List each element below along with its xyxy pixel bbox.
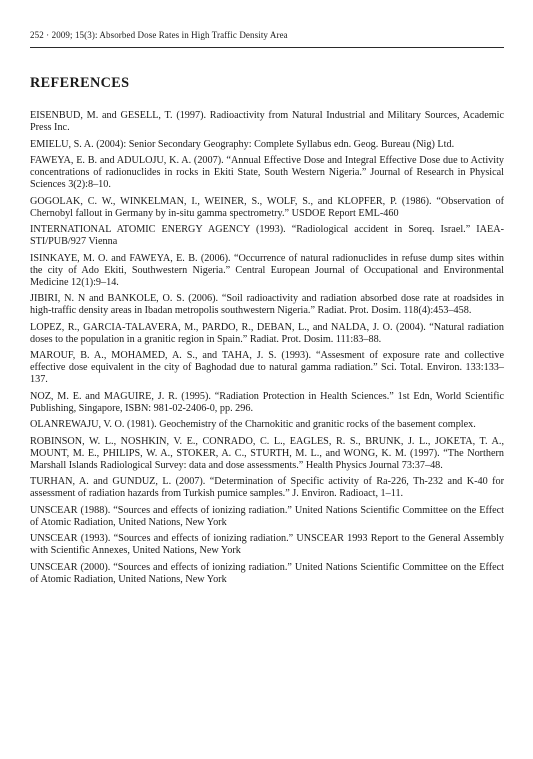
reference-item: MAROUF, B. A., MOHAMED, A. S., and TAHA, J. S. (1993). “Assesment of exposure rate and collective effective dose equivalent in the city of Baghodad due to natural gamma radiation.” Sci. Total. Environ. 133:133–137.: [30, 350, 504, 385]
reference-item: ROBINSON, W. L., NOSHKIN, V. E., CONRADO, C. L., EAGLES, R. S., BRUNK, J. L., JOKETA, T. A., MOUNT, M. E., PHILIPS, W. A., STOKER, A. C., STURTH, M. L., and WONG, K. M. (1997). “The Northern Marshall Islands Radiological Survey: data and dose assessments.” Health Physics Journal 73:37–48.: [30, 435, 504, 471]
reference-item: INTERNATIONAL ATOMIC ENERGY AGENCY (1993). “Radiological accident in Soreq. Israel.” IAEA-STI/PUB/927 Vienna: [30, 224, 504, 247]
reference-item: GOGOLAK, C. W., WINKELMAN, I., WEINER, S., WOLF, S., and KLOPFER, P. (1986). “Observation of Chernobyl fallout in Germany by in-situ gamma spectrometry.” USDOE Report EML-460: [30, 195, 504, 219]
reference-item: NOZ, M. E. and MAGUIRE, J. R. (1995). “Radiation Protection in Health Sciences.” 1st Edn, World Scientific Publishing, Singapore, ISBN: 981-02-2406-0, pp. 296.: [30, 390, 504, 414]
section-title: REFERENCES: [30, 75, 130, 91]
reference-item: FAWEYA, E. B. and ADULOJU, K. A. (2007). “Annual Effective Dose and Integral Effective Dose due to Activity concentrations of radionuclides in rocks in Ekiti State, South Western Nigeria.” Journal of Research in Physical Sciences 3(2):8–10.: [30, 155, 504, 190]
reference-item: UNSCEAR (1993). “Sources and effects of ionizing radiation.” UNSCEAR 1993 Report to the General Assembly with Scientific Annexes, United Nations, New York: [30, 533, 504, 556]
running-header: 252 · 2009; 15(3): Absorbed Dose Rates in High Traffic Density Area: [30, 30, 288, 40]
reference-item: UNSCEAR (2000). “Sources and effects of ionizing radiation.” United Nations Scientific Committee on the Effect of Atomic Radiation, United Nations, New York: [30, 561, 504, 585]
reference-item: ISINKAYE, M. O. and FAWEYA, E. B. (2006). “Occurrence of natural radionuclides in refuse dump sites within the city of Ado Ekiti, Southwestern Nigeria.” Central European Journal of Occupational and Environmental Medicine 12(1):9–14.: [30, 252, 504, 288]
reference-item: TURHAN, A. and GUNDUZ, L. (2007). “Determination of Specific activity of Ra-226, Th-232 and K-40 for assessment of radiation hazards from Turkish pumice samples.” J. Environ. Radioact, 1–11.: [30, 476, 504, 499]
reference-item: JIBIRI, N. N and BANKOLE, O. S. (2006). “Soil radioactivity and radiation absorbed dose rate at roadsides in high-traffic density areas in Ibadan metropolis southwestern Nigeria.” Radiat. Prot. Dosim. 118(4):453–458.: [30, 293, 504, 316]
reference-item: OLANREWAJU, V. O. (1981). Geochemistry of the Charnokitic and granitic rocks of the basement complex.: [30, 419, 476, 430]
reference-item: UNSCEAR (1988). “Sources and effects of ionizing radiation.” United Nations Scientific Committee on the Effect of Atomic Radiation, United Nations, New York: [30, 504, 504, 528]
reference-item: LOPEZ, R., GARCIA-TALAVERA, M., PARDO, R., DEBAN, L., and NALDA, J. O. (2004). “Natural radiation doses to the population in a granitic region in Spain.” Radiat. Prot. Dosim. 111:83–88.: [30, 321, 504, 345]
reference-list: [30, 110, 504, 590]
reference-item: EISENBUD, M. and GESELL, T. (1997). Radioactivity from Natural Industrial and Military Sources, Academic Press Inc.: [30, 110, 504, 133]
reference-item: EMIELU, S. A. (2004): Senior Secondary Geography: Complete Syllabus edn. Geog. Bureau (Nig) Ltd.: [30, 138, 455, 150]
header-rule: [30, 47, 504, 48]
